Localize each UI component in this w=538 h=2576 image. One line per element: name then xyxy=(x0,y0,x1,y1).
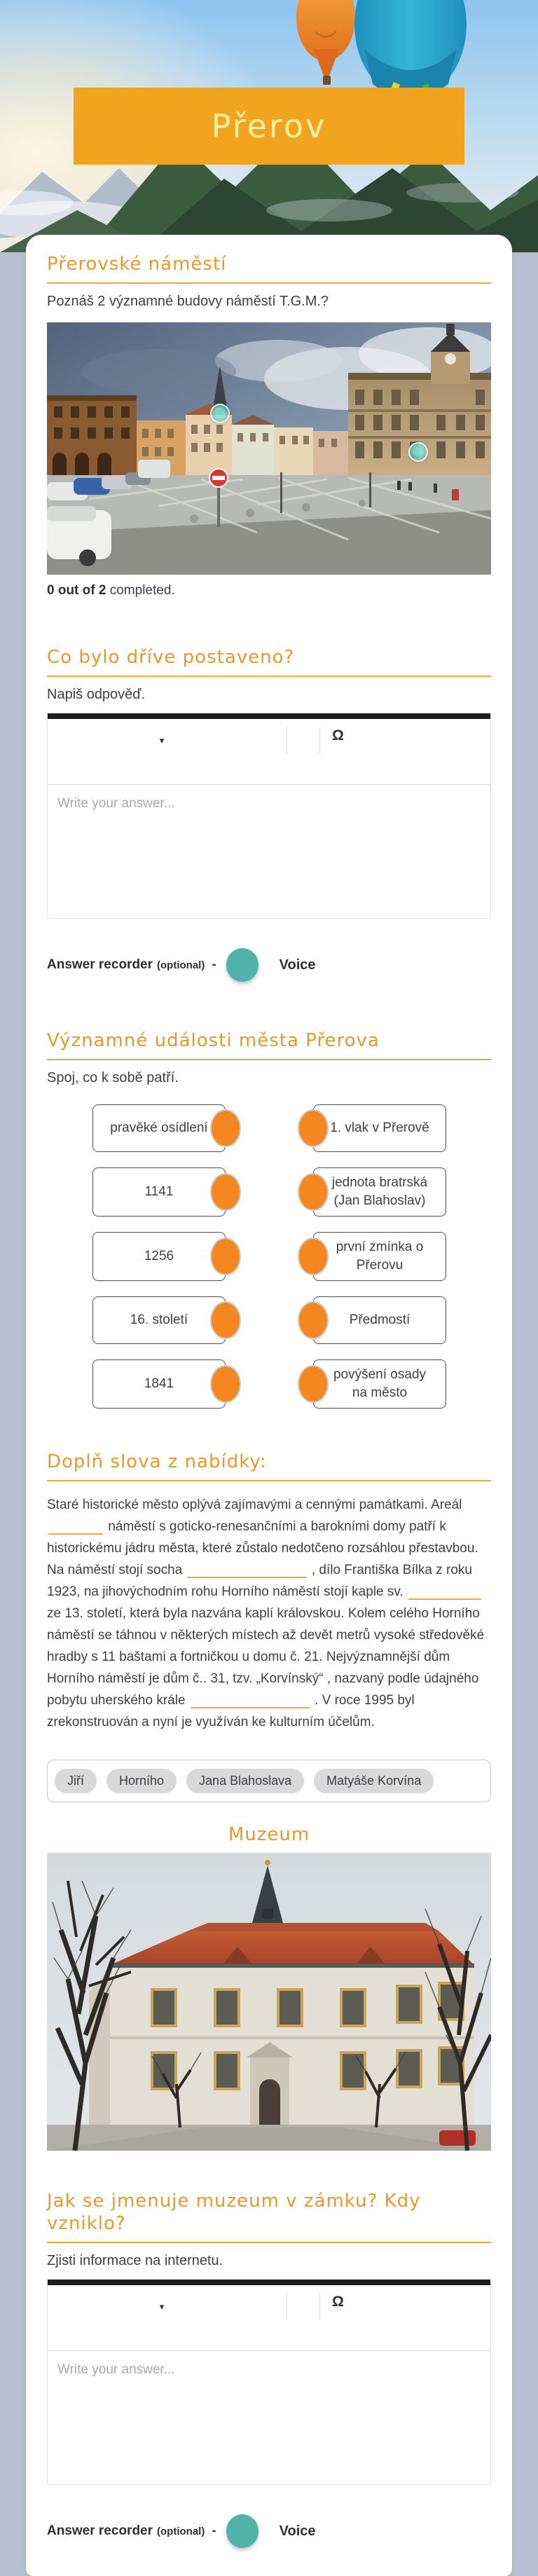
word-bank xyxy=(47,1760,491,1802)
match-left-label: pravěké osídlení xyxy=(110,1121,208,1135)
match-row xyxy=(47,1167,491,1217)
section-divider xyxy=(47,1059,491,1060)
title-banner xyxy=(74,88,464,165)
answer-editor-1 xyxy=(47,713,491,919)
paragraph-text: . V roce 1995 byl zrekonstruován a nyní je využíván ke kulturním účelům. xyxy=(47,1693,415,1729)
editor-topbar xyxy=(48,713,490,719)
word-pill[interactable]: Jana Blahoslava xyxy=(186,1769,304,1793)
match-connector-dot[interactable] xyxy=(210,1301,241,1339)
match-connector-dot[interactable] xyxy=(298,1365,329,1403)
word-pill[interactable]: Jiří xyxy=(55,1769,97,1793)
blank-2[interactable] xyxy=(188,1563,307,1578)
match-right-item xyxy=(313,1104,446,1152)
match-connector-dot[interactable] xyxy=(298,1109,329,1147)
match-right-label: jednota bratrská (Jan Blahoslav) xyxy=(331,1175,428,1208)
match-right-item xyxy=(313,1296,446,1344)
match-left-item xyxy=(92,1359,226,1409)
format-dropdown-caret-icon[interactable]: ▾ xyxy=(159,735,165,746)
recorder-dash: - xyxy=(212,2523,216,2538)
blank-4[interactable] xyxy=(191,1693,310,1708)
match-connector-dot[interactable] xyxy=(210,1238,241,1275)
toolbar-divider xyxy=(319,2294,320,2320)
section-title-museum: Muzeum xyxy=(228,1824,310,1845)
voice-label: Voice xyxy=(279,957,316,973)
voice-record-button[interactable] xyxy=(226,948,258,982)
fill-paragraph xyxy=(47,1494,491,1733)
castle-image xyxy=(47,1853,491,2151)
match-row xyxy=(47,1104,491,1152)
editor-toolbar xyxy=(48,2285,490,2351)
answer-editor-2 xyxy=(47,2279,491,2485)
special-characters-button[interactable]: Ω xyxy=(332,727,344,744)
match-left-label: 16. století xyxy=(130,1313,188,1327)
recorder-dash: - xyxy=(212,957,216,972)
paragraph-text: ze 13. století, která byla nazvána kaplí královskou. Kolem celého Horního náměstí se táhnou v některých místech až devět metrů vysoké středověké hradby s 11 baštami a fortničkou u domu č. 21. Nejvýznamnější dům Horního náměstí je dům č.. 31, tzv. „Korvínský“ , nazvaný podle údajného pobytu uherského krále xyxy=(47,1606,485,1708)
match-row xyxy=(47,1296,491,1344)
section-divider xyxy=(47,282,491,284)
match-connector-dot[interactable] xyxy=(298,1301,329,1339)
section-divider xyxy=(47,2242,491,2243)
match-connector-dot[interactable] xyxy=(210,1109,241,1147)
answer-input-2[interactable] xyxy=(48,2351,490,2484)
match-right-item xyxy=(313,1359,446,1409)
recorder-optional-label: (optional) xyxy=(157,959,205,971)
editor-topbar xyxy=(48,2280,490,2285)
match-right-label: povýšení osady na město xyxy=(333,1367,427,1400)
paragraph-text: Staré historické město oplývá zajímavými a cennými památkami. Areál xyxy=(47,1498,462,1512)
hero-header xyxy=(0,0,538,252)
match-row xyxy=(47,1359,491,1409)
hotspot-church-spire[interactable] xyxy=(210,404,230,423)
word-pill[interactable]: Horního xyxy=(106,1769,177,1793)
progress-suffix: completed. xyxy=(106,583,175,598)
match-connector-dot[interactable] xyxy=(210,1173,241,1211)
match-left-item xyxy=(92,1167,226,1217)
section-title-open1: Co bylo dříve postaveno? xyxy=(47,647,295,668)
blank-3[interactable] xyxy=(408,1584,481,1600)
matching-prompt: Spoj, co k sobě patří. xyxy=(47,1070,179,1085)
match-left-item xyxy=(92,1296,226,1344)
match-right-item xyxy=(313,1232,446,1281)
museum-photo xyxy=(47,1853,491,2151)
match-right-label: první zmínka o Přerovu xyxy=(336,1240,424,1273)
square-prompt: Poznáš 2 významné budovy náměstí T.G.M.? xyxy=(47,294,329,309)
recorder-label: Answer recorder xyxy=(47,2523,153,2538)
hotspot-right-building[interactable] xyxy=(408,442,428,462)
open1-prompt: Napiš odpověď. xyxy=(47,687,146,702)
voice-record-button[interactable] xyxy=(226,2514,258,2548)
section-title-fill: Doplň slova z nabídky: xyxy=(47,1451,267,1472)
match-connector-dot[interactable] xyxy=(298,1173,329,1211)
match-connector-dot[interactable] xyxy=(298,1238,329,1275)
match-right-label: 1. vlak v Přerově xyxy=(330,1121,429,1135)
match-left-label: 1141 xyxy=(144,1184,174,1199)
format-dropdown-caret-icon[interactable]: ▾ xyxy=(159,2301,165,2312)
match-right-label: Předmostí xyxy=(349,1313,411,1327)
match-left-item xyxy=(92,1104,226,1152)
recorder-label: Answer recorder xyxy=(47,957,153,972)
editor-toolbar xyxy=(48,719,490,785)
word-pill[interactable]: Matyáše Korvína xyxy=(314,1769,434,1793)
square-photo[interactable] xyxy=(47,322,491,575)
hotspot-progress xyxy=(47,583,491,598)
answer-recorder-2 xyxy=(47,2514,491,2548)
open2-prompt: Zjisti informace na internetu. xyxy=(47,2253,223,2268)
match-left-label: 1256 xyxy=(144,1249,174,1263)
section-divider xyxy=(47,676,491,677)
section-title-square: Přerovské náměstí xyxy=(47,254,227,275)
special-characters-button[interactable]: Ω xyxy=(332,2294,344,2310)
recorder-optional-label: (optional) xyxy=(157,2525,205,2537)
answer-recorder-1 xyxy=(47,948,491,982)
section-title-open2: Jak se jmenuje muzeum v zámku? Kdy vzniklo? xyxy=(47,2191,421,2234)
progress-count: 0 out of 2 xyxy=(47,583,106,598)
section-divider xyxy=(47,1480,491,1481)
match-row xyxy=(47,1232,491,1281)
match-connector-dot[interactable] xyxy=(210,1365,241,1403)
paragraph-text: náměstí s goticko-renesančními a barokními domy patří k historickému jádru města, které zůstalo nedotčeno rozsáhlou přestavbou. Na náměstí stojí socha xyxy=(47,1519,478,1577)
answer-area xyxy=(48,785,490,918)
section-title-matching: Významné události města Přerova xyxy=(47,1030,380,1051)
worksheet-card xyxy=(26,235,512,2576)
match-left-label: 1841 xyxy=(144,1376,174,1391)
matching-exercise xyxy=(47,1104,491,1409)
paragraph-text: , dílo Františka Bílka z roku 1923, na jihovýchodním rohu Horního náměstí stojí kaple sv. xyxy=(47,1563,472,1599)
answer-input-1[interactable] xyxy=(48,785,490,918)
match-left-item xyxy=(92,1232,226,1281)
voice-label: Voice xyxy=(279,2523,316,2539)
blank-1[interactable] xyxy=(48,1519,103,1535)
match-right-item xyxy=(313,1167,446,1217)
toolbar-divider xyxy=(319,727,320,754)
page-title: Přerov xyxy=(211,107,327,145)
answer-area xyxy=(48,2351,490,2484)
